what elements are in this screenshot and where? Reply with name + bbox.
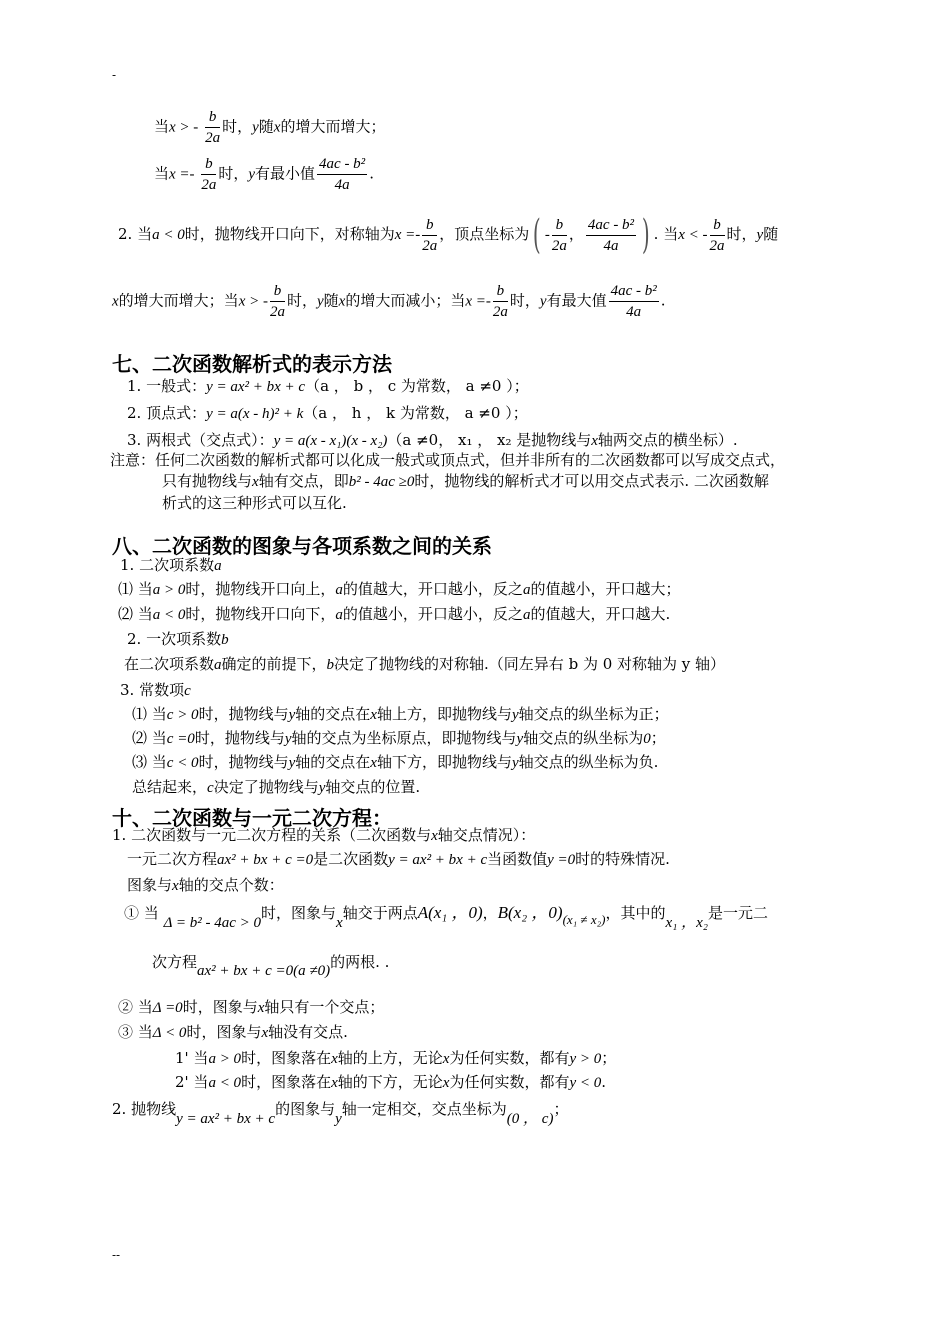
math-cond: b² - 4ac ≥0 (348, 474, 415, 490)
math-cond: x > - (169, 119, 199, 136)
text: 时， (222, 117, 253, 136)
text: 3. 常数项 (120, 681, 185, 699)
var: y (288, 755, 296, 771)
text: ⑴ 当 (118, 580, 153, 598)
left-bracket: ( (533, 212, 541, 258)
text: . 当 (653, 225, 679, 243)
text: 时，图象与 (186, 1023, 262, 1041)
var: x (442, 1051, 450, 1067)
text: 轴的交点个数： (178, 876, 284, 894)
math-cond: x < - (678, 227, 708, 243)
constant-term-label (120, 681, 191, 700)
text: 一元二次方程 (127, 850, 218, 868)
denominator: 4a (626, 304, 642, 320)
var: a (214, 657, 222, 673)
text: （a ≠0， x₁ ， x₂ 是抛物线与 (387, 431, 592, 449)
text: 2. 顶点式： (127, 404, 207, 422)
text: 轴交点情况）： (437, 826, 536, 844)
text: 时，抛物线开口向下， (185, 605, 336, 623)
text: 轴的交点为坐标原点，即抛物线与 (291, 729, 517, 747)
c-positive-line (132, 705, 669, 724)
fraction (270, 282, 285, 321)
formula: y = ax² + bx + c (206, 379, 306, 395)
text: ⑶ 当 (132, 753, 167, 771)
linear-coefficient-label (127, 630, 229, 649)
text: 任何二次函数的解析式都可以化成一般式或顶点式，但并非所有的二次函数都可以写成交点式， (155, 451, 786, 469)
text: ； (553, 1100, 569, 1118)
text: ， (482, 904, 498, 922)
var: y (284, 731, 292, 747)
numerator: b (205, 108, 220, 128)
var: x (370, 755, 377, 771)
text: 随 (323, 291, 339, 310)
text: 轴一定相交，交点坐标为 (341, 1100, 507, 1118)
var: x (252, 474, 259, 490)
text: 2. 抛物线 (112, 1100, 177, 1118)
text: 时，抛物线与 (198, 753, 289, 771)
var: a (335, 607, 343, 623)
formula: y = a(x - h)² + k (206, 406, 304, 422)
b-axis-line (124, 655, 725, 674)
text: 时，抛物线与 (198, 705, 289, 723)
text: 的值越大，开口越大. (530, 605, 671, 623)
text: 时，抛物线开口向上， (185, 580, 336, 598)
right-bracket: ) (641, 212, 650, 258)
text: 的增大而增大；当 (118, 291, 239, 310)
fraction (552, 216, 567, 255)
var: x (257, 1000, 265, 1016)
var: y (288, 707, 296, 723)
var: y (316, 293, 324, 310)
var: a (522, 582, 531, 598)
math-cond: Δ =0 (152, 1000, 183, 1016)
note-line3: 析式的这三种形式可以互化. (162, 494, 347, 512)
text: （a ， h ， k 为常数， a ≠0 ）； (303, 404, 528, 422)
text: 在二次项系数 (124, 655, 215, 673)
var: b (326, 657, 335, 673)
text: 当 (154, 164, 170, 183)
text: 轴交点的纵坐标为负. (518, 753, 659, 771)
math-cond: (x₁ ≠ x₂) (562, 912, 606, 927)
text: 的增大而增大； (280, 117, 386, 136)
math-cond: x =- (465, 293, 491, 310)
math-cond: x =- (169, 166, 195, 183)
vertex-min-line (154, 155, 374, 194)
var: x (442, 1075, 450, 1091)
math-cond: Δ = b² - 4ac > 0 (163, 915, 261, 931)
text: 轴两交点的横坐标）. (597, 431, 738, 449)
var: y (516, 731, 524, 747)
text: 轴的上方，无论 (337, 1049, 443, 1067)
denominator: 4a (334, 177, 350, 193)
math-cond: c =0 (166, 731, 195, 747)
special-case-line (127, 850, 670, 869)
y-intercept-line (112, 1100, 569, 1127)
formula: y = a(x - x₁)(x - x₂) (273, 433, 388, 449)
general-form-line (127, 377, 529, 396)
text: 总结起来， (132, 778, 208, 796)
c-zero-line (132, 729, 666, 748)
formula: ax² + bx + c =0 (217, 852, 314, 868)
var: x (591, 433, 598, 449)
text: 1' 当 (175, 1049, 209, 1067)
var: y (318, 780, 326, 796)
text: 时，图象与 (261, 904, 337, 922)
formula: ax² + bx + c =0(a ≠0) (197, 963, 331, 979)
text: 是一元二 (707, 904, 768, 922)
var: a (214, 558, 222, 574)
formula: y = ax² + bx + c (176, 1111, 276, 1127)
formula: y = ax² + bx + c (388, 852, 488, 868)
text: 1. 二次项系数 (120, 556, 215, 574)
var: y (511, 707, 519, 723)
text: 为任何实数，都有 (449, 1049, 570, 1067)
fraction (317, 155, 367, 194)
text: ⑵ 当 (132, 729, 167, 747)
text: 有最大值 (546, 291, 607, 310)
above-axis-line (175, 1049, 616, 1068)
text: 当 (154, 117, 170, 136)
var: a (335, 582, 343, 598)
math: - (544, 227, 550, 243)
text: 3. 两根式（交点式）： (127, 431, 274, 449)
var: c (184, 683, 191, 699)
numerator: b (710, 216, 725, 236)
var: x (261, 1025, 269, 1041)
text: 的值越大，开口越小，反之 (342, 580, 523, 598)
text: 时， (726, 225, 757, 243)
math-cond: y > 0 (569, 1051, 602, 1067)
denominator: 2a (492, 304, 508, 320)
fraction (586, 216, 636, 255)
var: a (522, 607, 531, 623)
math: x₁ ，x₂ (665, 915, 708, 931)
text: 时，抛物线的解析式才可以用交点式表示. 二次函数解 (414, 472, 769, 490)
var: y (539, 293, 547, 310)
text: 随 (763, 225, 779, 243)
text: 时， (218, 164, 249, 183)
text: 的值越小，开口越小，反之 (342, 605, 523, 623)
text: 时，图象落在 (241, 1073, 332, 1091)
text: 的增大而减小；当 (345, 291, 466, 310)
text: 时的特殊情况. (575, 850, 670, 868)
math-cond: a < 0 (208, 1075, 242, 1091)
denominator: 2a (205, 130, 221, 146)
text: ； (601, 1049, 617, 1067)
math: x =- (394, 227, 421, 243)
section-10-heading: 十、二次函数与一元二次方程： (112, 806, 392, 830)
text: ； (650, 729, 666, 747)
denominator: 4a (603, 237, 619, 254)
text: 的图象与 (275, 1100, 336, 1118)
text: . (660, 291, 666, 310)
math-cond: Δ < 0 (152, 1025, 187, 1041)
text: 轴交于两点 (342, 904, 418, 922)
text: 为任何实数，都有 (449, 1073, 570, 1091)
text: 轴没有交点. (268, 1023, 348, 1041)
numerator: 4ac - b² (586, 216, 636, 236)
var: y (252, 119, 259, 136)
fraction (201, 155, 216, 194)
bottom-page-mark: -- (112, 1248, 121, 1262)
var: x (331, 1075, 338, 1091)
text: 时， (286, 291, 317, 310)
text: 轴的下方，无论 (337, 1073, 443, 1091)
note-label: 注意： (110, 451, 156, 469)
var: y (511, 755, 519, 771)
text: 1. 一般式： (127, 377, 207, 395)
point-a: A(x₁ ，0) (417, 903, 483, 922)
numerator: b (552, 216, 567, 236)
numerator: b (422, 216, 437, 236)
math-cond: a > 0 (152, 582, 186, 598)
text: 有最小值 (255, 164, 316, 183)
point-b: B(x₂ ，0) (497, 903, 563, 922)
text: 时， (509, 291, 540, 310)
text: . (369, 164, 374, 183)
c-negative-line (132, 753, 658, 772)
text: 时，图象与 (182, 998, 258, 1016)
numerator: 4ac - b² (317, 155, 367, 175)
fraction (609, 282, 659, 321)
numerator: b (201, 155, 216, 175)
top-page-mark: - (112, 68, 117, 82)
var: x (338, 293, 346, 310)
var: y (756, 227, 764, 243)
text: 轴的交点在 (295, 705, 371, 723)
summary-line (132, 778, 420, 797)
text: 时，抛物线与 (194, 729, 285, 747)
text: 决定了抛物线与 (213, 778, 319, 796)
text: ⑵ 当 (118, 605, 153, 623)
math-cond: y < 0 (569, 1075, 602, 1091)
var: y (335, 1111, 342, 1127)
var: 0 (643, 731, 651, 747)
text: 1. 二次函数与一元二次方程的关系（二次函数与 (112, 826, 432, 844)
vertex-form-line (127, 404, 528, 423)
text: ① 当 (124, 904, 159, 922)
math-cond: x > - (238, 293, 268, 310)
fraction (710, 216, 725, 255)
note-line1 (110, 451, 785, 469)
text: 是二次函数 (313, 850, 389, 868)
text: ，顶点坐标为 (439, 225, 530, 243)
denominator: 2a (201, 177, 217, 193)
var: x (336, 915, 343, 931)
case-a-negative-line1 (118, 212, 779, 258)
var: x (273, 119, 281, 136)
text: （a ， b ， c 为常数， a ≠0 ）； (305, 377, 529, 395)
quadratic-coefficient-label (120, 556, 222, 575)
math-cond: y =0 (547, 852, 576, 868)
fraction (422, 216, 437, 255)
case-a-negative-line2 (112, 282, 666, 321)
text: 的值越小，开口越大； (530, 580, 681, 598)
var: x (370, 707, 377, 723)
text: 轴交点的纵坐标为 (523, 729, 644, 747)
numerator: b (493, 282, 508, 302)
text: 时，图象落在 (241, 1049, 332, 1067)
var: c (207, 780, 214, 796)
text: 轴有交点，即 (258, 472, 349, 490)
text: 当函数值 (487, 850, 548, 868)
text: 轴下方，即抛物线与 (376, 753, 512, 771)
vertex-increase-line (154, 108, 385, 147)
var: x (331, 1051, 338, 1067)
var: b (221, 632, 229, 648)
note-line2 (162, 472, 769, 491)
text: ， (568, 225, 584, 243)
text: 2' 当 (175, 1073, 209, 1091)
a-negative-line (118, 605, 670, 624)
text: ③ 当 (118, 1023, 153, 1041)
math-cond: a < 0 (152, 227, 185, 243)
text: . (601, 1073, 607, 1091)
denominator: 2a (269, 304, 285, 320)
text: 2. 当 (118, 225, 153, 243)
text: 决定了抛物线的对称轴.（同左异右 b 为 0 对称轴为 y 轴） (334, 655, 726, 673)
text: 图象与 (127, 876, 173, 894)
no-root-line (118, 1023, 348, 1042)
text: ，其中的 (605, 904, 666, 922)
text: 轴交点的纵坐标为正； (518, 705, 669, 723)
intercept-form-line (127, 431, 738, 450)
var: x (172, 878, 179, 894)
one-root-line (118, 998, 384, 1017)
var: y (248, 166, 256, 183)
text: 轴只有一个交点； (264, 998, 385, 1016)
text: 时，抛物线开口向下，对称轴为 (184, 225, 395, 243)
section-7-heading: 七、二次函数解析式的表示方法 (112, 352, 392, 376)
text: 随 (258, 117, 274, 136)
var: x (431, 828, 438, 844)
denominator: 2a (709, 237, 725, 254)
below-axis-line (175, 1073, 606, 1092)
fraction (493, 282, 508, 321)
text: 只有抛物线与 (162, 472, 253, 490)
text: 次方程 (152, 953, 198, 971)
point: (0 ， c) (506, 1111, 554, 1127)
math-cond: c > 0 (166, 707, 199, 723)
relation-line (112, 826, 535, 845)
math-cond: a < 0 (152, 607, 186, 623)
text: 轴的交点在 (295, 753, 371, 771)
var: x (112, 293, 119, 310)
numerator: b (270, 282, 285, 302)
text: 轴上方，即抛物线与 (376, 705, 512, 723)
math-cond: a > 0 (208, 1051, 242, 1067)
intersection-count-line (127, 876, 284, 895)
two-roots-line2 (152, 953, 390, 979)
text: 的两根. . (330, 953, 390, 971)
text: 轴交点的位置. (325, 778, 421, 796)
two-roots-line (124, 903, 768, 931)
math-cond: c < 0 (166, 755, 199, 771)
text: ⑴ 当 (132, 705, 167, 723)
text: 2. 一次项系数 (127, 630, 222, 648)
numerator: 4ac - b² (609, 282, 659, 302)
text: 确定的前提下， (221, 655, 327, 673)
text: ② 当 (118, 998, 153, 1016)
denominator: 2a (551, 237, 567, 254)
fraction (205, 108, 220, 147)
section-8-heading: 八、二次函数的图象与各项系数之间的关系 (112, 534, 492, 558)
denominator: 2a (422, 237, 438, 254)
a-positive-line (118, 580, 680, 599)
